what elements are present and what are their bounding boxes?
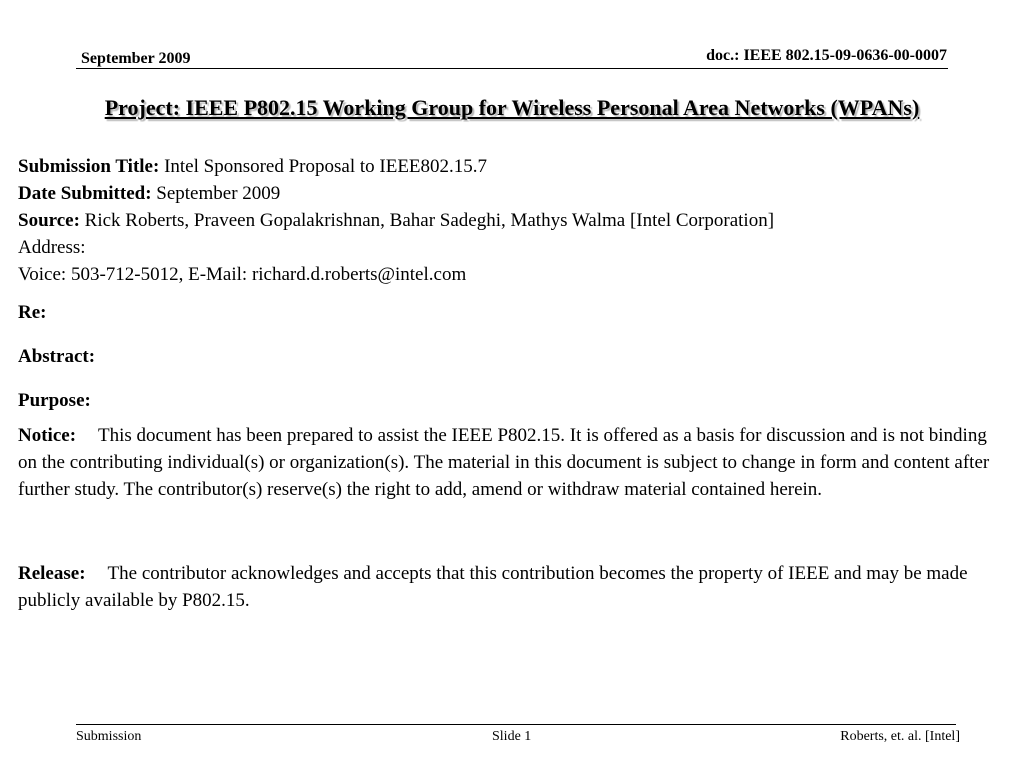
abstract-label: Abstract: [18, 346, 96, 367]
submission-title-label: Submission Title: [18, 156, 160, 177]
address-line: Address: [18, 237, 86, 258]
footer-slide-number: Slide 1 [492, 729, 532, 744]
header-doc-id: doc.: IEEE 802.15-09-0636-00-0007 [706, 47, 947, 64]
source-label: Source: [18, 210, 80, 231]
header-divider [76, 68, 948, 69]
abstract-field [18, 343, 1008, 370]
header-date: September 2009 [81, 50, 191, 67]
source-value: Rick Roberts, Praveen Gopalakrishnan, Bahar Sadeghi, Mathys Walma [Intel Corporation] [84, 210, 775, 231]
date-submitted-line [18, 180, 1008, 207]
date-submitted-value: September 2009 [156, 183, 281, 204]
notice-paragraph [18, 422, 1008, 503]
submission-title-line [18, 153, 1008, 180]
purpose-field [18, 387, 1008, 414]
voice-line: Voice: 503-712-5012, E-Mail: richard.d.roberts@intel.com [18, 264, 467, 285]
release-text: The contributor acknowledges and accepts that this contribution becomes the property of IEEE and may be made publicly available by P802.15. [18, 563, 968, 611]
source-line [18, 207, 1008, 234]
purpose-label: Purpose: [18, 390, 91, 411]
date-submitted-label: Date Submitted: [18, 183, 152, 204]
release-label: Release: [18, 563, 86, 584]
footer-left: Submission [76, 729, 142, 744]
submission-title-value: Intel Sponsored Proposal to IEEE802.15.7 [164, 156, 488, 177]
notice-text: This document has been prepared to assist the IEEE P802.15. It is offered as a basis for discussion and is not binding on the contributing individual(s) or organization(s). The material in this document is subject to change in form and content after further study. The contributor(s) reserve(s) the right to add, amend or withdraw material contained herein. [18, 425, 990, 500]
notice-label: Notice: [18, 425, 77, 446]
footer-divider [76, 724, 956, 725]
footer-author: Roberts, et. al. [Intel] [840, 729, 960, 744]
release-paragraph [18, 560, 1008, 614]
re-label: Re: [18, 302, 47, 323]
re-field [18, 299, 1008, 326]
submission-info [18, 153, 1008, 288]
page-title: Project: IEEE P802.15 Working Group for Wireless Personal Area Networks (WPANs) [104, 95, 920, 120]
